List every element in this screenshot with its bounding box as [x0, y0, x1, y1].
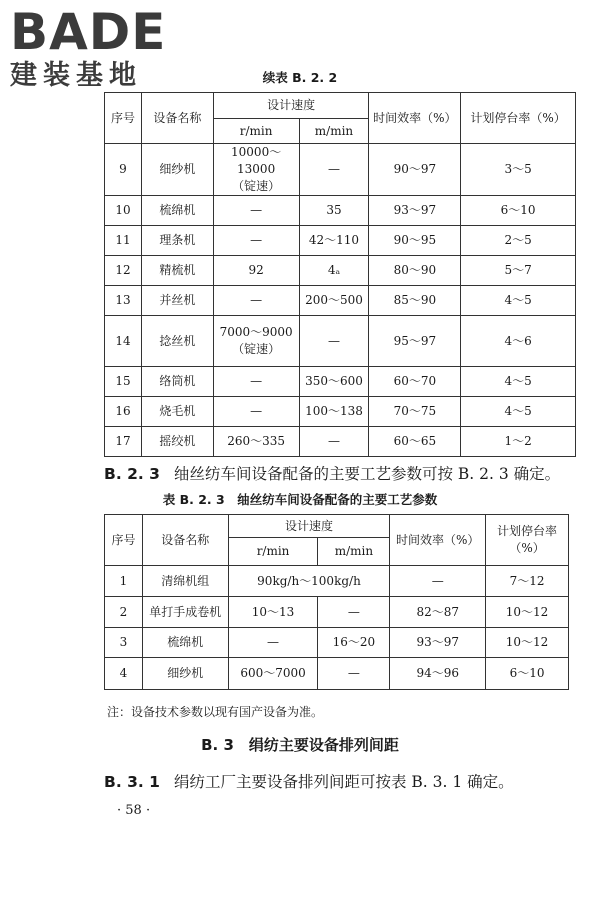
- table-row: [105, 256, 576, 286]
- cell-seq: 3: [105, 628, 143, 658]
- cell-eff: 90～95: [369, 226, 461, 256]
- cell-name: 梳绵机: [142, 628, 228, 658]
- cell-stop: 4～5: [461, 397, 576, 427]
- cell-rmin: 92: [213, 256, 299, 286]
- cell-mmin: —: [318, 658, 390, 690]
- cell-stop: 1～2: [461, 427, 576, 457]
- header-seq: 序号: [105, 515, 143, 566]
- cell-eff: 93～97: [369, 196, 461, 226]
- cell-eff: 70～75: [369, 397, 461, 427]
- cell-eff: 80～90: [369, 256, 461, 286]
- table-row: [105, 144, 576, 196]
- cell-rmin: —: [213, 286, 299, 316]
- cell-name: 单打手成卷机: [142, 597, 228, 628]
- cell-seq: 4: [105, 658, 143, 690]
- paragraph-number: B. 3. 1: [104, 773, 160, 791]
- table-row: [105, 316, 576, 367]
- table-row: [105, 196, 576, 226]
- cell-stop: 4～6: [461, 316, 576, 367]
- cell-mmin: —: [299, 144, 369, 196]
- cell-mmin: —: [299, 427, 369, 457]
- table-row: [105, 658, 569, 690]
- cell-stop: 7～12: [486, 566, 569, 597]
- header-stop: 计划停台率（%）: [461, 93, 576, 144]
- table1-caption: 续表 B. 2. 2: [262, 70, 338, 85]
- cell-eff: 90～97: [369, 144, 461, 196]
- table-row: [105, 628, 569, 658]
- cell-mmin: 350～600: [299, 367, 369, 397]
- cell-mmin: 200～500: [299, 286, 369, 316]
- header-mmin: m/min: [299, 119, 369, 144]
- cell-seq: 10: [105, 196, 142, 226]
- cell-eff: 93～97: [390, 628, 486, 658]
- cell-rmin: [213, 144, 299, 196]
- cell-stop: 10～12: [486, 628, 569, 658]
- paragraph-text: 䌷丝纺车间设备配备的主要工艺参数可按 B. 2. 3 确定。: [173, 465, 561, 483]
- logo-brand: BADE: [10, 3, 167, 61]
- table1: [104, 92, 576, 457]
- header-eff: 时间效率（%）: [369, 93, 461, 144]
- cell-eff: 60～65: [369, 427, 461, 457]
- header-stop: 计划停台率（%）: [486, 515, 569, 566]
- cell-name: 细纱机: [142, 658, 228, 690]
- cell-seq: 9: [105, 144, 142, 196]
- cell-mmin: 100～138: [299, 397, 369, 427]
- cell-rmin: 260～335: [213, 427, 299, 457]
- table-row: [105, 397, 576, 427]
- table-row: [105, 597, 569, 628]
- header-name: 设备名称: [142, 515, 228, 566]
- cell-rmin-note: （锭速）: [232, 342, 281, 356]
- cell-name: 捻丝机: [141, 316, 213, 367]
- cell-stop: 4～5: [461, 286, 576, 316]
- table2: [104, 514, 569, 690]
- header-speed: 设计速度: [228, 515, 390, 538]
- header-rmin: r/min: [228, 538, 318, 566]
- cell-eff: 95～97: [369, 316, 461, 367]
- cell-stop: 4～5: [461, 367, 576, 397]
- table-row: [105, 427, 576, 457]
- header-speed: 设计速度: [213, 93, 369, 119]
- cell-rmin: —: [213, 367, 299, 397]
- cell-rmin: 10～13: [228, 597, 318, 628]
- cell-name: 烧毛机: [141, 397, 213, 427]
- cell-seq: 17: [105, 427, 142, 457]
- cell-mmin: —: [299, 316, 369, 367]
- table-row: [105, 566, 569, 597]
- cell-rmin: —: [213, 397, 299, 427]
- cell-seq: 16: [105, 397, 142, 427]
- cell-rmin: —: [228, 628, 318, 658]
- cell-seq: 1: [105, 566, 143, 597]
- header-name: 设备名称: [141, 93, 213, 144]
- cell-seq: 11: [105, 226, 142, 256]
- cell-name: 细纱机: [141, 144, 213, 196]
- cell-rmin-note: （锭速）: [232, 179, 281, 193]
- header-seq: 序号: [105, 93, 142, 144]
- cell-stop: 3～5: [461, 144, 576, 196]
- page-number: · 58 ·: [117, 803, 151, 818]
- cell-eff: 60～70: [369, 367, 461, 397]
- cell-speed: 90kg/h～100kg/h: [228, 566, 390, 597]
- cell-seq: 15: [105, 367, 142, 397]
- header-eff: 时间效率（%）: [390, 515, 486, 566]
- paragraph-number: B. 2. 3: [104, 465, 160, 483]
- cell-seq: 13: [105, 286, 142, 316]
- cell-name: 摇绞机: [141, 427, 213, 457]
- cell-stop: 10～12: [486, 597, 569, 628]
- cell-name: 精梳机: [141, 256, 213, 286]
- cell-mmin: 42～110: [299, 226, 369, 256]
- cell-seq: 14: [105, 316, 142, 367]
- cell-stop: 2～5: [461, 226, 576, 256]
- cell-seq: 2: [105, 597, 143, 628]
- cell-rmin-value: 10000～13000: [231, 145, 282, 176]
- cell-rmin: —: [213, 196, 299, 226]
- table-note: 注：设备技术参数以现有国产设备为准。: [107, 705, 324, 719]
- cell-rmin: 600～7000: [228, 658, 318, 690]
- cell-seq: 12: [105, 256, 142, 286]
- logo-subtitle: 建装基地: [10, 60, 142, 91]
- table2-caption: 表 B. 2. 3 䌷丝纺车间设备配备的主要工艺参数: [162, 492, 438, 507]
- table-row: [105, 286, 576, 316]
- cell-stop: 6～10: [461, 196, 576, 226]
- cell-eff: 94～96: [390, 658, 486, 690]
- cell-rmin: [213, 316, 299, 367]
- paragraph-b-3-1: [104, 770, 514, 792]
- cell-rmin-value: 7000～9000: [219, 325, 293, 339]
- header-rmin: r/min: [213, 119, 299, 144]
- cell-stop: 6～10: [486, 658, 569, 690]
- paragraph-text: 绢纺工厂主要设备排列间距可按表 B. 3. 1 确定。: [173, 773, 514, 791]
- cell-name: 梳绵机: [141, 196, 213, 226]
- paragraph-b-2-3: [104, 462, 560, 484]
- table-row: [105, 226, 576, 256]
- cell-name: 络筒机: [141, 367, 213, 397]
- cell-mmin: 4ₐ: [299, 256, 369, 286]
- section-heading: B. 3 绢纺主要设备排列间距: [201, 736, 399, 754]
- cell-mmin: 16～20: [318, 628, 390, 658]
- cell-stop: 5～7: [461, 256, 576, 286]
- cell-name: 清绵机组: [142, 566, 228, 597]
- header-mmin: m/min: [318, 538, 390, 566]
- cell-rmin: —: [213, 226, 299, 256]
- cell-name: 并丝机: [141, 286, 213, 316]
- cell-mmin: 35: [299, 196, 369, 226]
- table-row: [105, 367, 576, 397]
- cell-eff: —: [390, 566, 486, 597]
- cell-mmin: —: [318, 597, 390, 628]
- cell-eff: 85～90: [369, 286, 461, 316]
- cell-name: 理条机: [141, 226, 213, 256]
- cell-eff: 82～87: [390, 597, 486, 628]
